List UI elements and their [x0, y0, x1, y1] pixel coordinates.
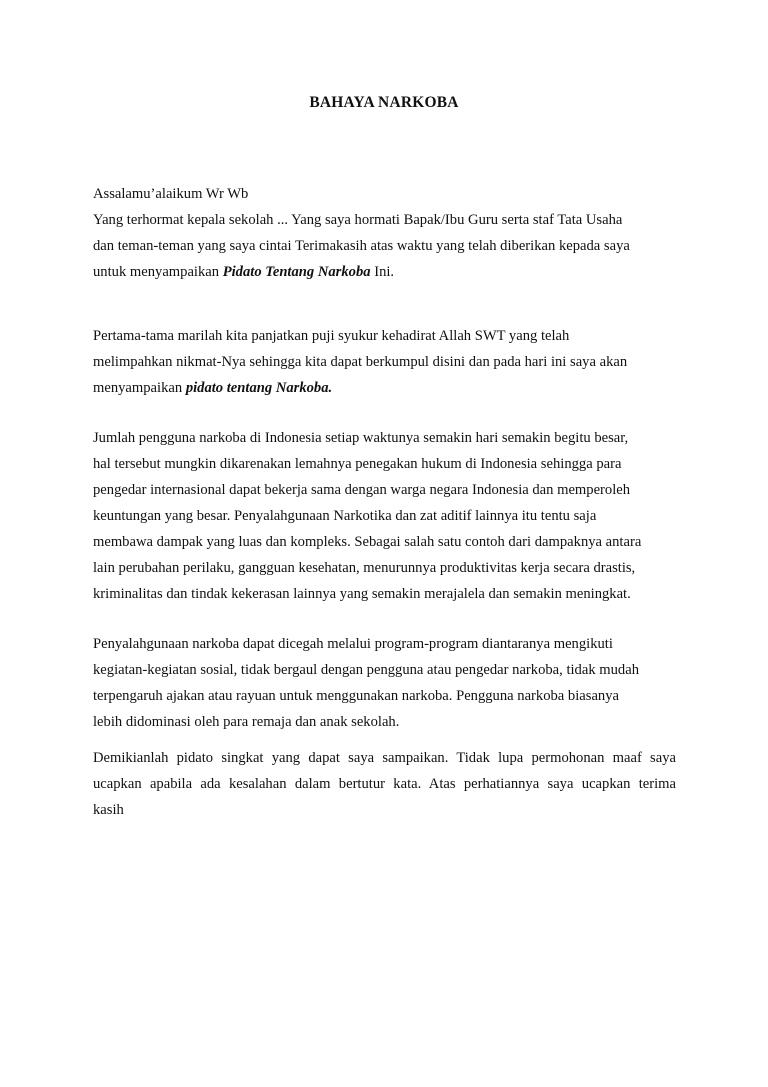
- emphasis-text: pidato tentang Narkoba.: [185, 380, 333, 396]
- text-fragment: menyampaikan: [93, 380, 186, 396]
- paragraph-closing: [93, 745, 676, 823]
- text-line: Yang terhormat kepala sekolah ... Yang saya hormati Bapak/Ibu Guru serta staf Tata Usaha: [93, 212, 623, 228]
- paragraph-prevention: [93, 631, 676, 735]
- paragraph-introduction: [93, 323, 676, 401]
- text-line: Jumlah pengguna narkoba di Indonesia setiap waktunya semakin hari semakin begitu besar,: [93, 430, 629, 446]
- text-line: kegiatan-kegiatan sosial, tidak bergaul dengan pengguna atau pengedar narkoba, tidak mudah: [93, 662, 639, 678]
- paragraph-gap: [93, 607, 676, 631]
- paragraph-gap: [93, 735, 676, 745]
- text-line: keuntungan yang besar. Penyalahgunaan Narkotika dan zat aditif lainnya itu tentu saja: [93, 508, 597, 524]
- text-line: pengedar internasional dapat bekerja sama dengan warga negara Indonesia dan memperoleh: [93, 482, 631, 498]
- emphasis-text: Pidato Tentang Narkoba: [222, 264, 371, 280]
- paragraph-gap: [93, 401, 676, 425]
- text-line: melimpahkan nikmat-Nya sehingga kita dapat berkumpul disini dan pada hari ini saya akan: [93, 354, 628, 370]
- text-line: terpengaruh ajakan atau rayuan untuk menggunakan narkoba. Pengguna narkoba biasanya: [93, 688, 619, 704]
- text-line: ucapkan apabila ada kesalahan dalam bertutur kata. Atas perhatiannya saya ucapkan terima: [93, 776, 676, 792]
- text-line: kasih: [93, 802, 124, 818]
- text-line: lebih didominasi oleh para remaja dan anak sekolah.: [93, 714, 400, 730]
- text-line: Penyalahgunaan narkoba dapat dicegah melalui program-program diantaranya mengikuti: [93, 636, 613, 652]
- text-line: [93, 259, 676, 285]
- text-line: lain perubahan perilaku, gangguan kesehatan, menurunnya produktivitas kerja secara drastis,: [93, 560, 636, 576]
- text-line: Pertama-tama marilah kita panjatkan puji syukur kehadirat Allah SWT yang telah: [93, 328, 570, 344]
- text-fragment: untuk menyampaikan: [93, 264, 223, 280]
- document-body: [93, 181, 676, 823]
- document-title: BAHAYA NARKOBA: [309, 94, 459, 111]
- paragraph-statistics: [93, 425, 676, 607]
- text-line: hal tersebut mungkin dikarenakan lemahnya penegakan hukum di Indonesia sehingga para: [93, 456, 622, 472]
- text-line: kriminalitas dan tindak kekerasan lainnya yang semakin merajalela dan semakin meningkat.: [93, 586, 631, 602]
- text-fragment: Ini.: [370, 264, 395, 280]
- greeting-line: Assalamu’alaikum Wr Wb: [93, 186, 249, 202]
- paragraph-opening: [93, 181, 676, 285]
- text-line: Demikianlah pidato singkat yang dapat saya sampaikan. Tidak lupa permohonan maaf saya: [93, 750, 676, 766]
- text-line: [93, 375, 676, 401]
- text-line: membawa dampak yang luas dan kompleks. Sebagai salah satu contoh dari dampaknya antara: [93, 534, 642, 550]
- paragraph-gap: [93, 285, 676, 323]
- text-line: dan teman-teman yang saya cintai Terimakasih atas waktu yang telah diberikan kepada saya: [93, 238, 630, 254]
